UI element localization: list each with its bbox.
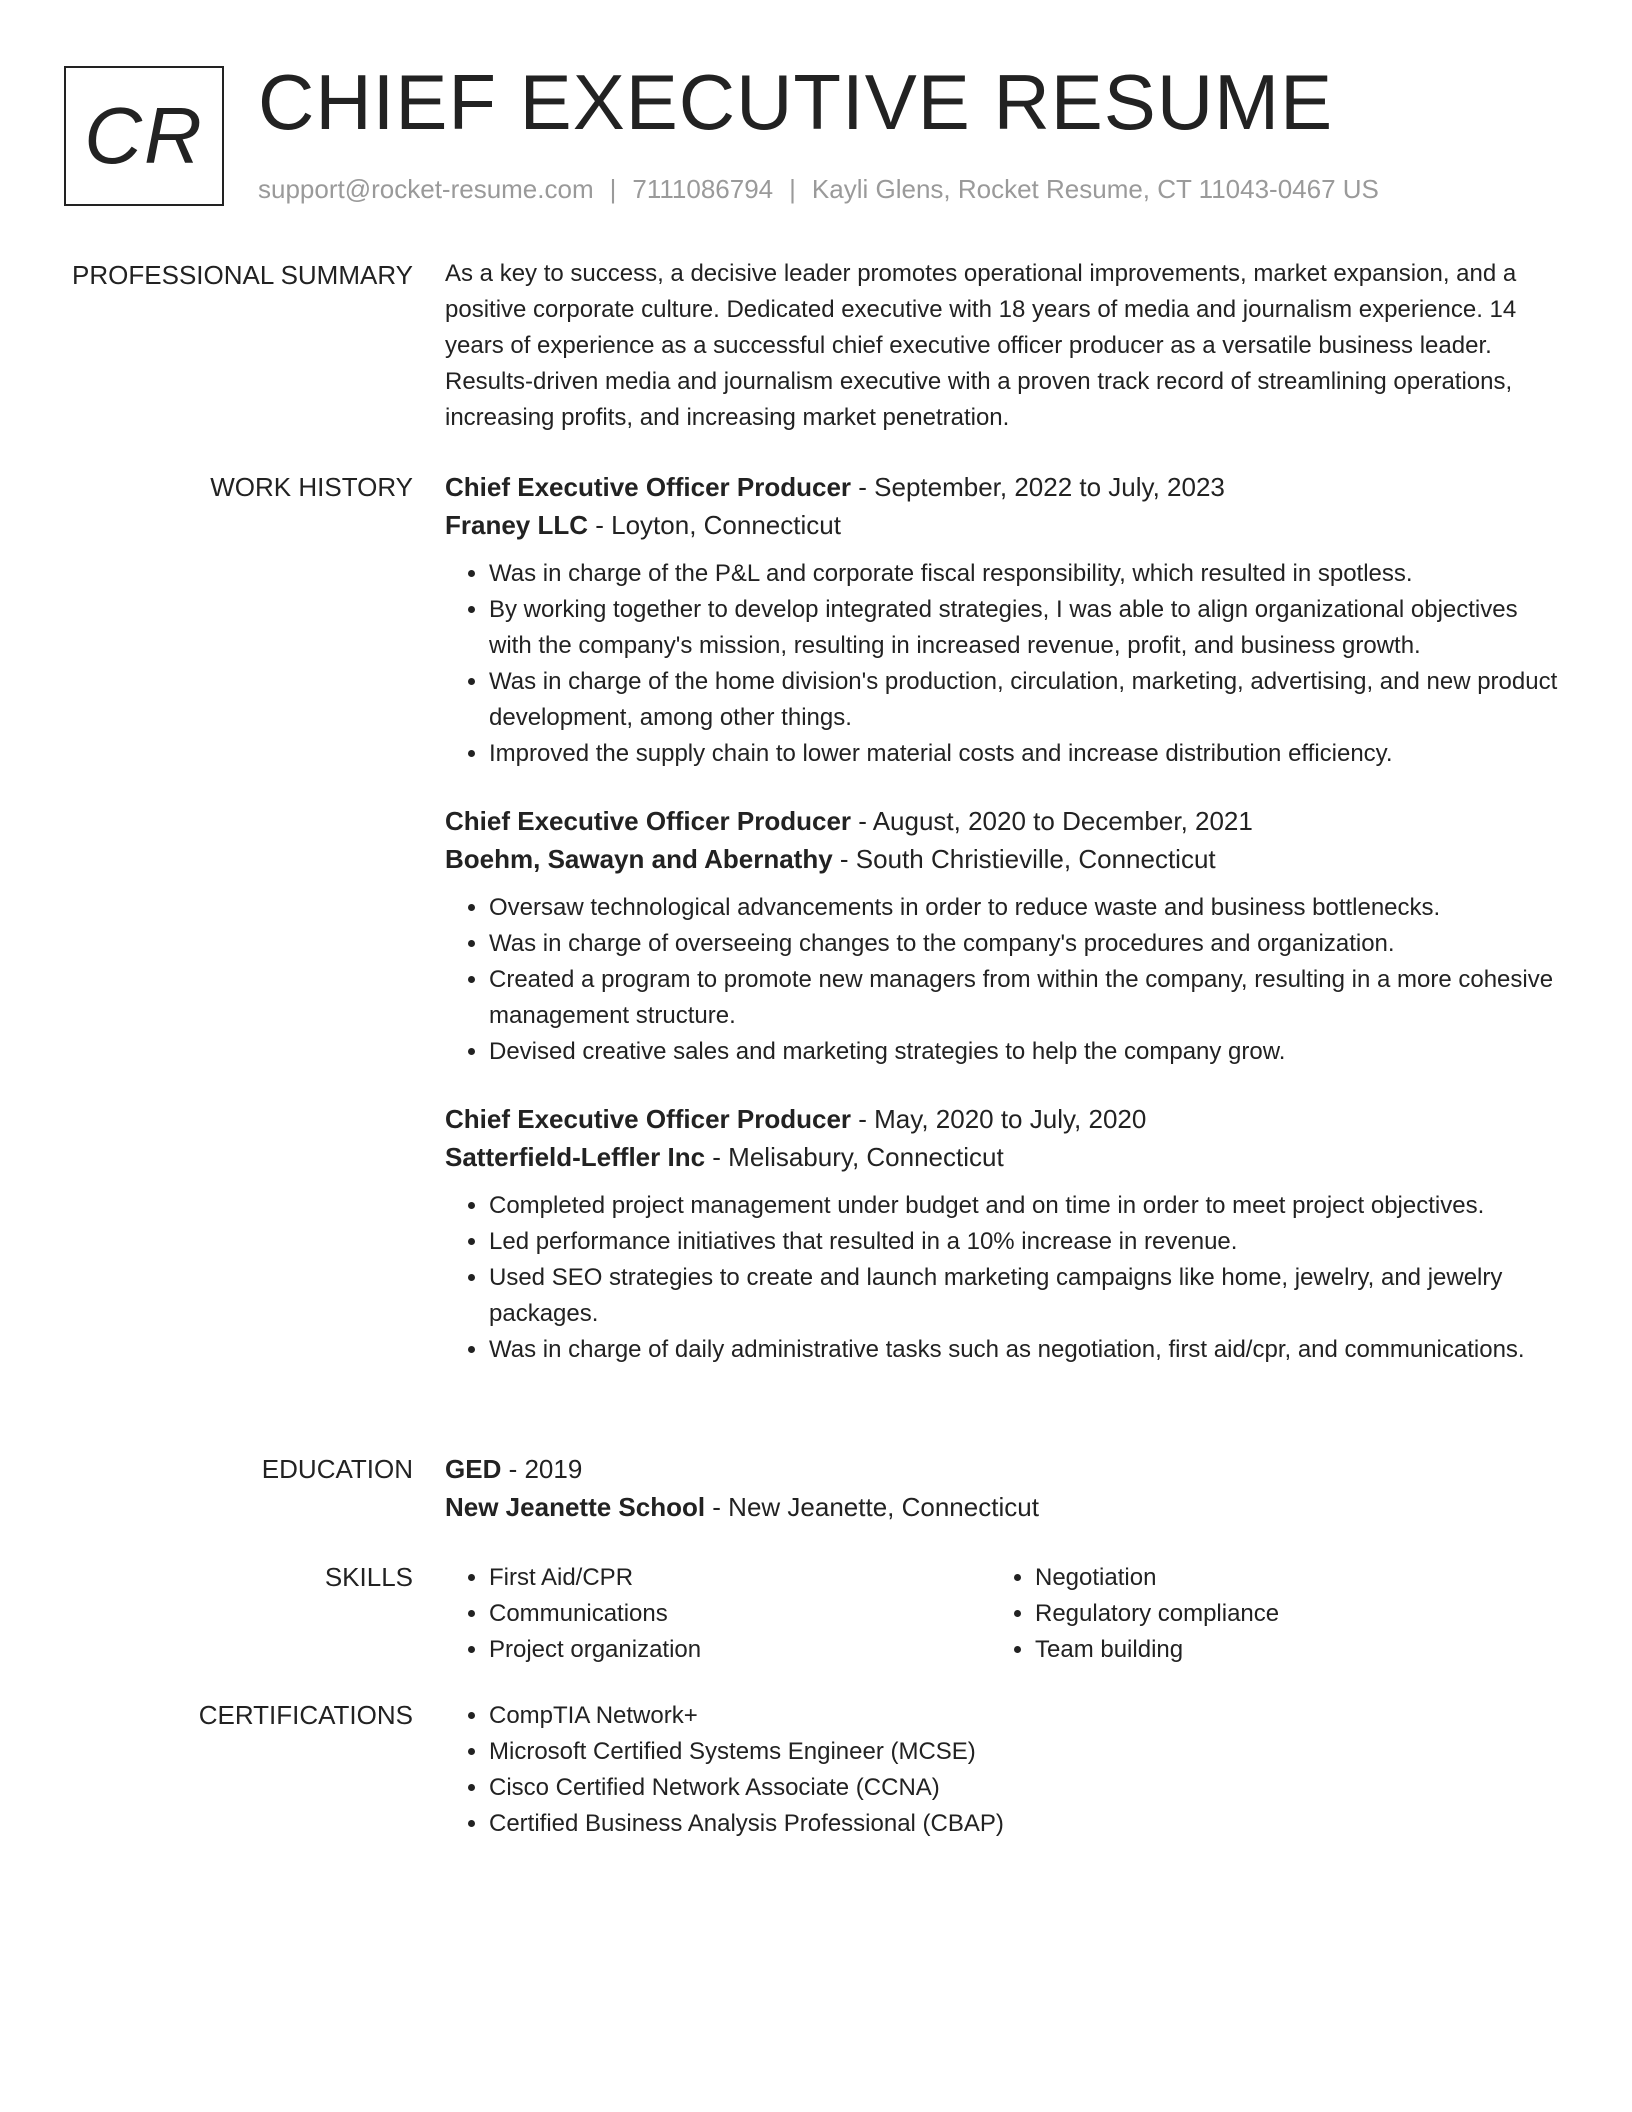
certification-item: • CompTIA Network+ [489, 1698, 1004, 1734]
job-company: Franey LLC [445, 510, 589, 540]
skills-list [445, 1560, 991, 1668]
job-title-line [445, 802, 1560, 840]
job-bullet: • Used SEO strategies to create and launch marketing campaigns like home, jewelry, and jewelry packages. [489, 1260, 1560, 1332]
education-body [445, 1450, 1560, 1526]
certification-item: • Cisco Certified Network Associate (CCNA) [489, 1770, 1004, 1806]
contact-email[interactable]: support@rocket-resume.com [258, 174, 594, 204]
job-location: - Melisabury, Connecticut [705, 1142, 1004, 1172]
summary-heading: PROFESSIONAL SUMMARY [72, 260, 413, 290]
job-bullet: • Was in charge of overseeing changes to the company's procedures and organization. [489, 926, 1560, 962]
certifications-body [445, 1698, 1560, 1842]
work-history-body [445, 468, 1560, 1368]
contact-line [258, 174, 1379, 205]
certification-item: • Microsoft Certified Systems Engineer (MCSE) [489, 1734, 1004, 1770]
job-dates: - September, 2022 to July, 2023 [851, 472, 1225, 502]
summary-text: As a key to success, a decisive leader promotes operational improvements, market expansion, and a positive corporate culture. Dedicated executive with 18 years of media and journalism experience. 14 years of experience as a successful chief executive officer producer as a versatile business leader. Results-driven media and journalism executive with a proven track record of streamlining operations, increasing profits, and increasing market penetration. [445, 260, 1517, 431]
job-company-line [445, 840, 1560, 878]
job-company-line [445, 506, 1560, 544]
job-entry [445, 468, 1560, 772]
certification-item: • Certified Business Analysis Professional (CBAP) [489, 1806, 1004, 1842]
skills-body [445, 1560, 1560, 1668]
skill-item: • Negotiation [1035, 1560, 1279, 1596]
skill-item: • Team building [1035, 1632, 1279, 1668]
job-entry [445, 802, 1560, 1070]
job-title-line [445, 1100, 1560, 1138]
job-location: - Loyton, Connecticut [588, 510, 841, 540]
job-company-line [445, 1138, 1560, 1176]
skills-column [991, 1560, 1279, 1668]
education-degree-line [445, 1450, 1560, 1488]
summary-body [445, 256, 1560, 436]
skill-item: • Project organization [489, 1632, 991, 1668]
job-company: Satterfield-Leffler Inc [445, 1142, 706, 1172]
certifications-column [445, 1698, 1560, 1842]
education-year: - 2019 [501, 1454, 583, 1484]
job-dates: - May, 2020 to July, 2020 [851, 1104, 1147, 1134]
skill-item: • Communications [489, 1596, 991, 1632]
job-bullet: • Led performance initiatives that resulted in a 10% increase in revenue. [489, 1224, 1560, 1260]
job-bullet: • By working together to develop integrated strategies, I was able to align organizational objectives with the company's mission, resulting in increased revenue, profit, and business growth. [489, 592, 1560, 664]
skills-columns [445, 1560, 1560, 1668]
contact-address: Kayli Glens, Rocket Resume, CT 11043-0467 US [811, 174, 1379, 204]
skills-list [991, 1560, 1279, 1668]
skill-item: • Regulatory compliance [1035, 1596, 1279, 1632]
job-bullets [445, 890, 1560, 1070]
education-heading: EDUCATION [261, 1454, 413, 1484]
job-bullet: • Was in charge of the P&L and corporate fiscal responsibility, which resulted in spotless. [489, 556, 1560, 592]
skills-heading: SKILLS [324, 1562, 413, 1592]
certifications-heading: CERTIFICATIONS [198, 1700, 413, 1730]
monogram-box [64, 66, 224, 206]
work-history-heading: WORK HISTORY [210, 472, 413, 502]
skill-item: • First Aid/CPR [489, 1560, 991, 1596]
job-bullet: • Completed project management under budget and on time in order to meet project objectives. [489, 1188, 1560, 1224]
job-title-line [445, 468, 1560, 506]
education-school-line [445, 1488, 1560, 1526]
job-title: Chief Executive Officer Producer [445, 806, 852, 836]
job-title: Chief Executive Officer Producer [445, 1104, 852, 1134]
job-location: - South Christieville, Connecticut [832, 844, 1216, 874]
job-bullet: • Was in charge of daily administrative tasks such as negotiation, first aid/cpr, and communications. [489, 1332, 1560, 1368]
job-entry [445, 1100, 1560, 1368]
contact-phone[interactable]: 7111086794 [632, 174, 774, 204]
certifications-list [445, 1698, 1004, 1842]
skills-column [445, 1560, 991, 1668]
job-bullets [445, 556, 1560, 772]
contact-separator: | [789, 174, 796, 204]
job-bullet: • Created a program to promote new managers from within the company, resulting in a more cohesive management structure. [489, 962, 1560, 1034]
monogram-initials: CR [84, 91, 204, 180]
education-degree: GED [445, 1454, 502, 1484]
resume-title: CHIEF EXECUTIVE RESUME [258, 58, 1334, 146]
education-location: - New Jeanette, Connecticut [705, 1492, 1039, 1522]
job-bullets [445, 1188, 1560, 1368]
job-bullet: • Oversaw technological advancements in order to reduce waste and business bottlenecks. [489, 890, 1560, 926]
job-bullet: • Improved the supply chain to lower material costs and increase distribution efficiency. [489, 736, 1560, 772]
job-company: Boehm, Sawayn and Abernathy [445, 844, 833, 874]
job-bullet: • Was in charge of the home division's production, circulation, marketing, advertising, and new product development, among other things. [489, 664, 1560, 736]
job-bullet: • Devised creative sales and marketing strategies to help the company grow. [489, 1034, 1560, 1070]
job-dates: - August, 2020 to December, 2021 [851, 806, 1253, 836]
job-title: Chief Executive Officer Producer [445, 472, 852, 502]
contact-separator: | [609, 174, 617, 204]
education-school: New Jeanette School [445, 1492, 706, 1522]
